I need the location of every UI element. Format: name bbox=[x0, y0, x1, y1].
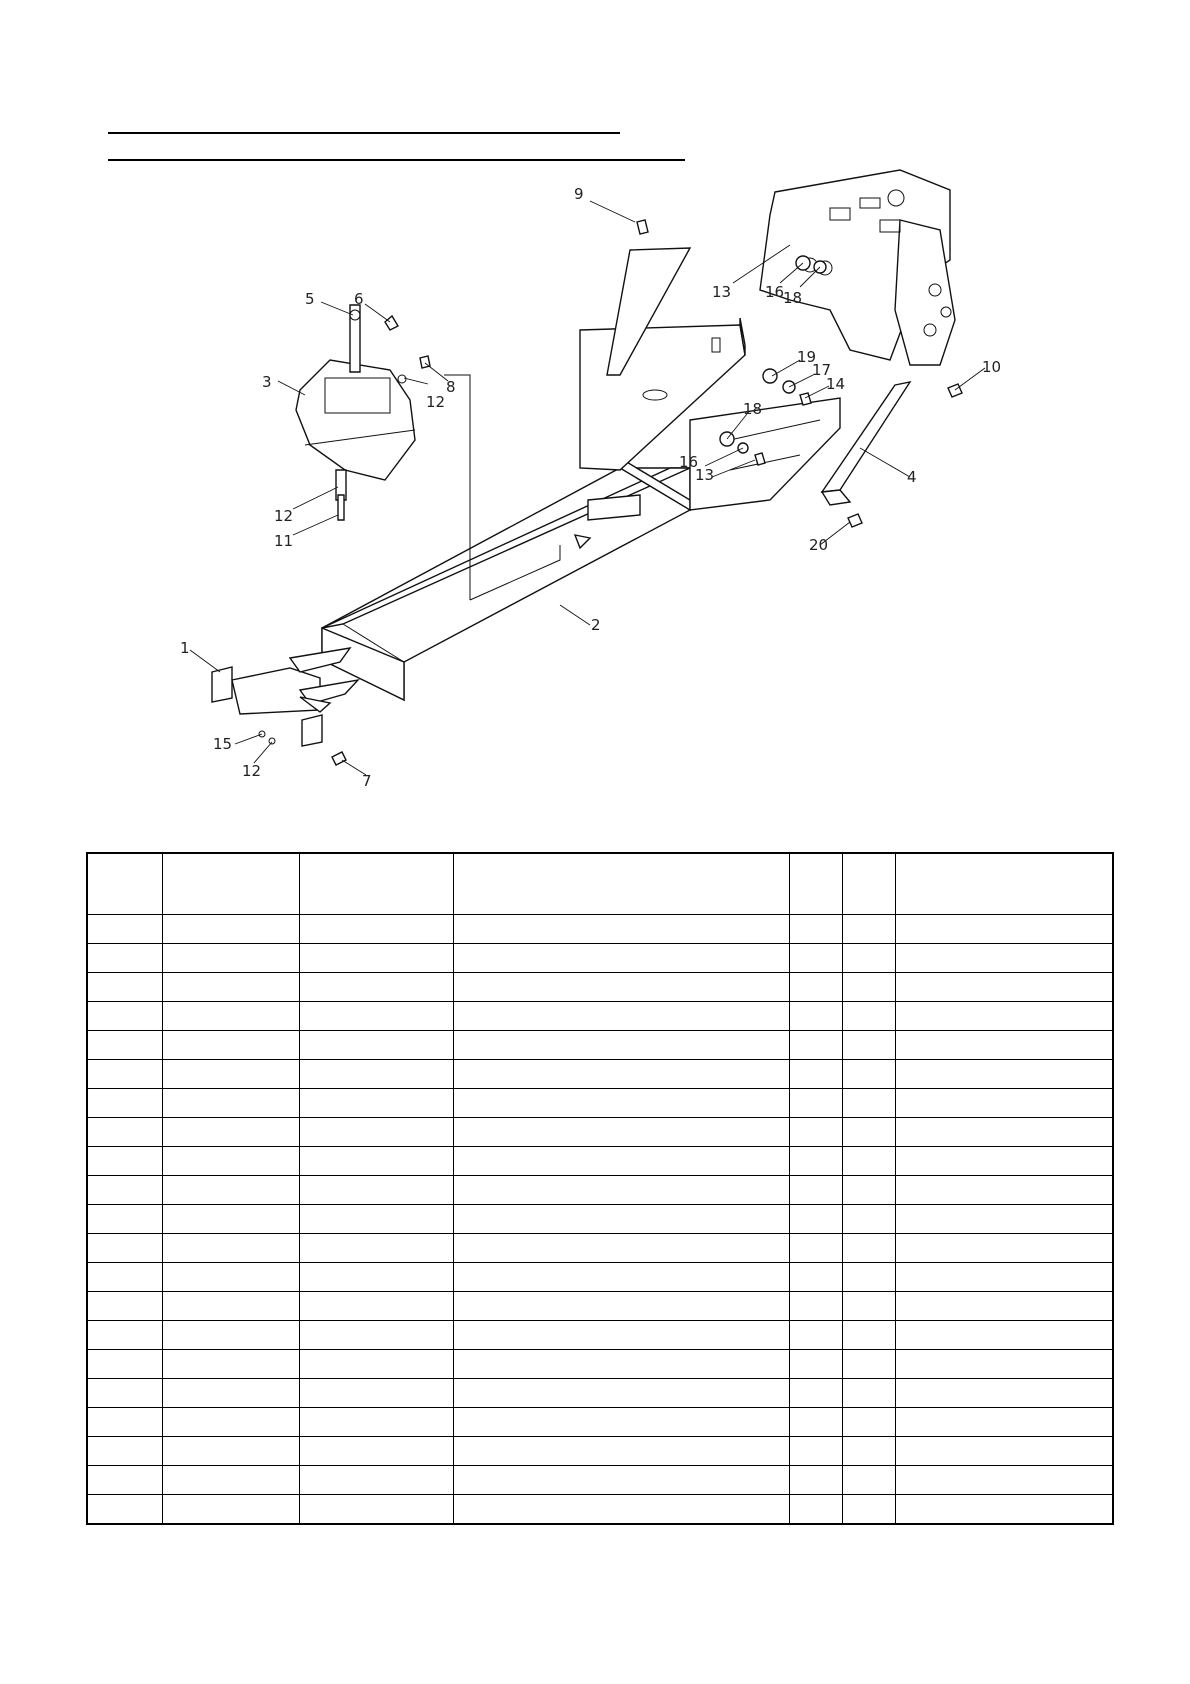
table-cell bbox=[162, 1176, 299, 1205]
table-row bbox=[87, 1495, 1113, 1525]
table-cell bbox=[842, 1466, 895, 1495]
table-cell bbox=[299, 1292, 453, 1321]
table-cell bbox=[87, 1031, 162, 1060]
callout-label: 12 bbox=[426, 393, 446, 411]
header-cell bbox=[789, 853, 842, 915]
table-cell bbox=[162, 1263, 299, 1292]
table-cell bbox=[895, 1379, 1113, 1408]
table-cell bbox=[299, 1205, 453, 1234]
table-row bbox=[87, 1089, 1113, 1118]
table-cell bbox=[453, 1466, 789, 1495]
table-row bbox=[87, 1292, 1113, 1321]
callout-label: 4 bbox=[907, 468, 917, 486]
callout-label: 12 bbox=[242, 762, 262, 780]
table-cell bbox=[87, 1089, 162, 1118]
table-cell bbox=[87, 1408, 162, 1437]
table-row bbox=[87, 1466, 1113, 1495]
table-cell bbox=[162, 944, 299, 973]
exploded-view-drawing bbox=[0, 0, 1190, 800]
callout-label: 15 bbox=[213, 735, 233, 753]
table-cell bbox=[789, 1292, 842, 1321]
table-row bbox=[87, 1002, 1113, 1031]
table-header-row bbox=[87, 853, 1113, 915]
table-cell bbox=[789, 944, 842, 973]
table-cell bbox=[87, 1205, 162, 1234]
table-cell bbox=[895, 1292, 1113, 1321]
table-cell bbox=[895, 1437, 1113, 1466]
table-cell bbox=[789, 1234, 842, 1263]
table-cell bbox=[162, 1379, 299, 1408]
table-cell bbox=[895, 1234, 1113, 1263]
table-cell bbox=[842, 1292, 895, 1321]
table-cell bbox=[842, 1118, 895, 1147]
table-cell bbox=[87, 1118, 162, 1147]
table-cell bbox=[895, 1205, 1113, 1234]
table-cell bbox=[87, 1495, 162, 1525]
table-row bbox=[87, 1350, 1113, 1379]
table-cell bbox=[162, 1147, 299, 1176]
table-cell bbox=[299, 1002, 453, 1031]
table-cell bbox=[895, 1321, 1113, 1350]
table-cell bbox=[162, 1321, 299, 1350]
table-cell bbox=[162, 1118, 299, 1147]
callout-label: 8 bbox=[446, 378, 456, 396]
table-row bbox=[87, 1234, 1113, 1263]
callout-label: 19 bbox=[797, 348, 817, 366]
table-row bbox=[87, 1437, 1113, 1466]
table-cell bbox=[453, 1060, 789, 1089]
callout-label: 20 bbox=[809, 536, 829, 554]
table-cell bbox=[842, 1176, 895, 1205]
table-row bbox=[87, 1408, 1113, 1437]
table-cell bbox=[87, 973, 162, 1002]
table-cell bbox=[87, 944, 162, 973]
table-cell bbox=[895, 915, 1113, 944]
table-cell bbox=[842, 1495, 895, 1525]
table-cell bbox=[87, 1147, 162, 1176]
table-cell bbox=[162, 1234, 299, 1263]
table-cell bbox=[299, 1234, 453, 1263]
callout-label: 1 bbox=[180, 639, 190, 657]
table-cell bbox=[842, 1350, 895, 1379]
table-row bbox=[87, 1118, 1113, 1147]
table-cell bbox=[453, 1495, 789, 1525]
header-cell bbox=[162, 853, 299, 915]
header-cell bbox=[299, 853, 453, 915]
table-cell bbox=[299, 1321, 453, 1350]
table-cell bbox=[789, 1031, 842, 1060]
callout-label: 9 bbox=[574, 185, 584, 203]
table-cell bbox=[842, 1002, 895, 1031]
table-row bbox=[87, 1031, 1113, 1060]
table-cell bbox=[789, 1466, 842, 1495]
table-cell bbox=[162, 1002, 299, 1031]
table-cell bbox=[453, 1350, 789, 1379]
table-cell bbox=[453, 1031, 789, 1060]
callout-label: 2 bbox=[591, 616, 601, 634]
callout-label: 18 bbox=[783, 289, 803, 307]
table-cell bbox=[162, 1060, 299, 1089]
table-cell bbox=[87, 1292, 162, 1321]
table-row bbox=[87, 1147, 1113, 1176]
table-cell bbox=[87, 1234, 162, 1263]
callout-label: 6 bbox=[354, 290, 364, 308]
table-cell bbox=[299, 1466, 453, 1495]
callout-label: 3 bbox=[262, 373, 272, 391]
table-cell bbox=[299, 1437, 453, 1466]
table-cell bbox=[842, 1205, 895, 1234]
table-cell bbox=[453, 1292, 789, 1321]
callout-label: 17 bbox=[812, 361, 832, 379]
table-cell bbox=[842, 1408, 895, 1437]
bracket-assembly-part bbox=[296, 305, 415, 520]
table-cell bbox=[87, 1321, 162, 1350]
table-cell bbox=[789, 1002, 842, 1031]
table-cell bbox=[842, 915, 895, 944]
table-cell bbox=[87, 1437, 162, 1466]
table-cell bbox=[453, 1321, 789, 1350]
table-cell bbox=[842, 1234, 895, 1263]
table-cell bbox=[895, 1176, 1113, 1205]
table-row bbox=[87, 1060, 1113, 1089]
table-cell bbox=[87, 915, 162, 944]
table-cell bbox=[842, 1147, 895, 1176]
table-cell bbox=[299, 1060, 453, 1089]
table-cell bbox=[895, 973, 1113, 1002]
callout-label: 5 bbox=[305, 290, 315, 308]
table-cell bbox=[789, 1118, 842, 1147]
table-cell bbox=[453, 1234, 789, 1263]
table-cell bbox=[895, 1495, 1113, 1525]
table-row bbox=[87, 1176, 1113, 1205]
table-cell bbox=[789, 1408, 842, 1437]
table-cell bbox=[162, 1031, 299, 1060]
table-cell bbox=[299, 1263, 453, 1292]
table-cell bbox=[789, 1495, 842, 1525]
table-cell bbox=[789, 1176, 842, 1205]
table-cell bbox=[162, 915, 299, 944]
table-row bbox=[87, 1379, 1113, 1408]
table-cell bbox=[789, 915, 842, 944]
table-cell bbox=[162, 1089, 299, 1118]
table-cell bbox=[895, 1466, 1113, 1495]
header-cell bbox=[453, 853, 789, 915]
table-cell bbox=[162, 1350, 299, 1379]
table-cell bbox=[453, 1205, 789, 1234]
table-cell bbox=[299, 915, 453, 944]
table-body bbox=[87, 915, 1113, 1525]
table-cell bbox=[895, 1060, 1113, 1089]
table-cell bbox=[87, 1379, 162, 1408]
table-cell bbox=[895, 1002, 1113, 1031]
table-cell bbox=[299, 973, 453, 1002]
table-cell bbox=[789, 1263, 842, 1292]
table-cell bbox=[453, 1408, 789, 1437]
table-row bbox=[87, 915, 1113, 944]
table-cell bbox=[299, 1350, 453, 1379]
table-cell bbox=[162, 1292, 299, 1321]
table-cell bbox=[299, 1147, 453, 1176]
table-cell bbox=[453, 1263, 789, 1292]
table-row bbox=[87, 944, 1113, 973]
table-cell bbox=[299, 1118, 453, 1147]
table-cell bbox=[87, 1263, 162, 1292]
table-cell bbox=[87, 1350, 162, 1379]
callout-label: 12 bbox=[274, 507, 294, 525]
table-cell bbox=[895, 1263, 1113, 1292]
table-cell bbox=[895, 1350, 1113, 1379]
table-cell bbox=[453, 1379, 789, 1408]
table-cell bbox=[453, 1176, 789, 1205]
table-cell bbox=[299, 1379, 453, 1408]
table-cell bbox=[895, 1089, 1113, 1118]
table-cell bbox=[162, 1495, 299, 1525]
table-cell bbox=[842, 1031, 895, 1060]
table-cell bbox=[87, 1176, 162, 1205]
table-cell bbox=[299, 1408, 453, 1437]
table-cell bbox=[162, 1437, 299, 1466]
callout-label: 18 bbox=[743, 400, 763, 418]
table-row bbox=[87, 1321, 1113, 1350]
table-cell bbox=[789, 1350, 842, 1379]
table-cell bbox=[453, 915, 789, 944]
callout-label: 11 bbox=[274, 532, 294, 550]
table-cell bbox=[299, 1089, 453, 1118]
callout-label: 14 bbox=[826, 375, 846, 393]
table-cell bbox=[162, 973, 299, 1002]
table-cell bbox=[842, 1089, 895, 1118]
parts-list-table bbox=[86, 852, 1114, 1525]
callout-label: 7 bbox=[362, 772, 372, 790]
table-cell bbox=[895, 1147, 1113, 1176]
table-cell bbox=[842, 944, 895, 973]
table-cell bbox=[842, 1060, 895, 1089]
table-cell bbox=[895, 1031, 1113, 1060]
table-cell bbox=[162, 1466, 299, 1495]
table-cell bbox=[87, 1002, 162, 1031]
table-cell bbox=[87, 1060, 162, 1089]
table-cell bbox=[87, 1466, 162, 1495]
table-cell bbox=[789, 1147, 842, 1176]
table-cell bbox=[789, 1089, 842, 1118]
table-cell bbox=[895, 1118, 1113, 1147]
callout-label: 16 bbox=[679, 453, 699, 471]
table-cell bbox=[453, 1437, 789, 1466]
table-cell bbox=[842, 1437, 895, 1466]
callout-label: 13 bbox=[712, 283, 732, 301]
table-cell bbox=[299, 1176, 453, 1205]
table-cell bbox=[162, 1408, 299, 1437]
table-cell bbox=[842, 1379, 895, 1408]
table-cell bbox=[789, 973, 842, 1002]
header-cell bbox=[87, 853, 162, 915]
table-cell bbox=[789, 1437, 842, 1466]
table-cell bbox=[789, 1321, 842, 1350]
table-row bbox=[87, 1263, 1113, 1292]
table-cell bbox=[299, 1031, 453, 1060]
table-cell bbox=[453, 944, 789, 973]
table-cell bbox=[842, 1321, 895, 1350]
header-cell bbox=[842, 853, 895, 915]
table-cell bbox=[789, 1060, 842, 1089]
table-cell bbox=[299, 944, 453, 973]
callout-label: 13 bbox=[695, 466, 715, 484]
table-cell bbox=[162, 1205, 299, 1234]
table-cell bbox=[895, 944, 1113, 973]
callout-label: 10 bbox=[982, 358, 1002, 376]
table-cell bbox=[842, 1263, 895, 1292]
table-row bbox=[87, 973, 1113, 1002]
table-cell bbox=[453, 1147, 789, 1176]
callout-label: 16 bbox=[765, 283, 785, 301]
header-cell bbox=[895, 853, 1113, 915]
table-cell bbox=[453, 1089, 789, 1118]
table-cell bbox=[453, 1118, 789, 1147]
table-cell bbox=[453, 1002, 789, 1031]
table-row bbox=[87, 1205, 1113, 1234]
table-cell bbox=[789, 1205, 842, 1234]
table-cell bbox=[789, 1379, 842, 1408]
table-cell bbox=[895, 1408, 1113, 1437]
table-cell bbox=[453, 973, 789, 1002]
table-cell bbox=[842, 973, 895, 1002]
table-cell bbox=[299, 1495, 453, 1525]
